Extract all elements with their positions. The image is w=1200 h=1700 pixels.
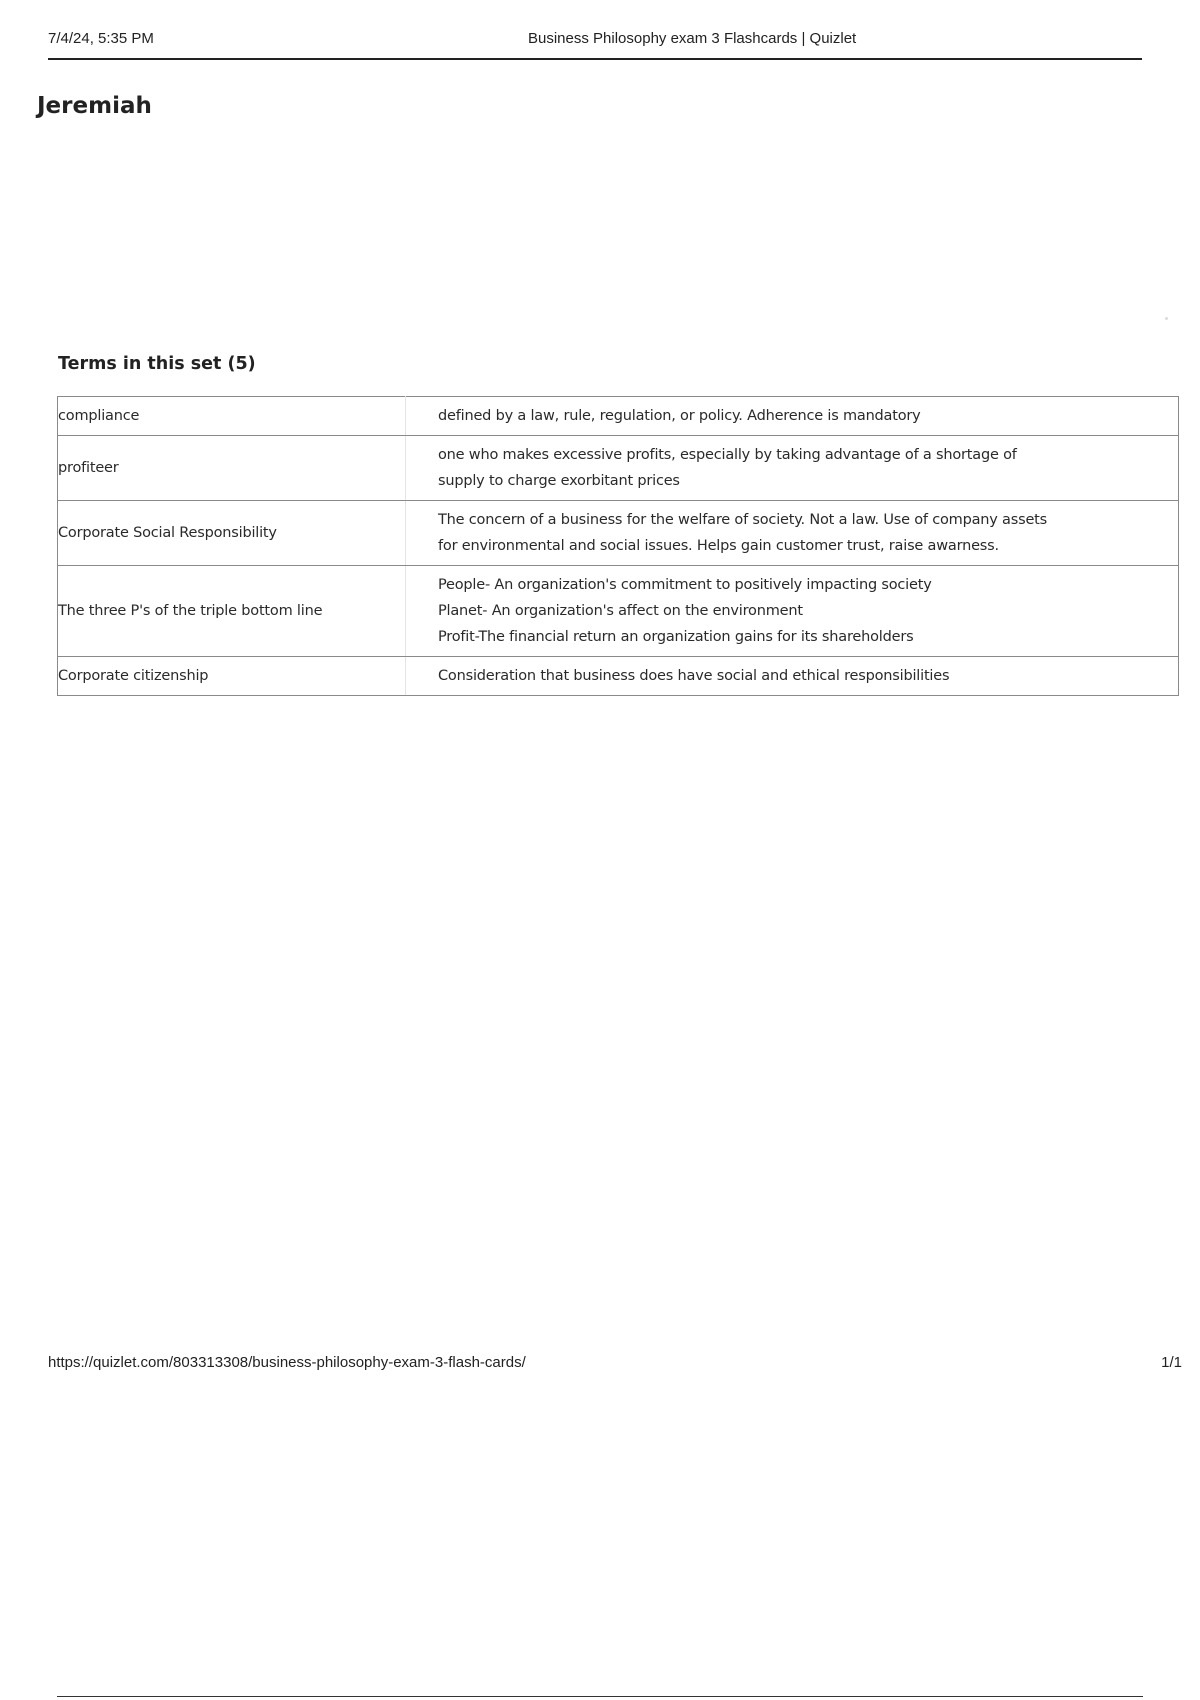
definition-line: defined by a law, rule, regulation, or policy. Adherence is mandatory — [438, 408, 921, 424]
definition-cell — [406, 397, 1179, 436]
definition-line: The concern of a business for the welfare of society. Not a law. Use of company assets — [438, 512, 1048, 528]
definition-line: one who makes excessive profits, especially by taking advantage of a shortage of — [438, 447, 1017, 463]
definition-cell — [406, 566, 1179, 657]
table-row — [58, 436, 1179, 501]
table-row — [58, 397, 1179, 436]
definition-line: Planet- An organization's affect on the environment — [438, 603, 803, 619]
definition-line: Profit-The financial return an organization gains for its shareholders — [438, 629, 914, 645]
print-datetime: 7/4/24, 5:35 PM — [48, 30, 154, 47]
term-cell: The three P's of the triple bottom line — [58, 566, 406, 657]
print-header — [48, 28, 1142, 60]
table-row — [58, 657, 1179, 696]
definition-line: People- An organization's commitment to positively impacting society — [438, 577, 932, 593]
definition-line: for environmental and social issues. Helps gain customer trust, raise awarness. — [438, 538, 999, 554]
set-owner-name: Jeremiah — [37, 93, 152, 119]
terms-table — [57, 396, 1179, 696]
definition-line: supply to charge exorbitant prices — [438, 473, 680, 489]
definition-cell — [406, 436, 1179, 501]
table-row — [58, 566, 1179, 657]
decorative-dot — [1165, 317, 1168, 320]
definition-line: Consideration that business does have social and ethical responsibilities — [438, 668, 950, 684]
print-page-title: Business Philosophy exam 3 Flashcards | Quizlet — [528, 30, 857, 47]
definition-cell — [406, 657, 1179, 696]
page-url: https://quizlet.com/803313308/business-philosophy-exam-3-flash-cards/ — [48, 1354, 526, 1371]
terms-heading: Terms in this set (5) — [58, 354, 256, 374]
term-cell: Corporate citizenship — [58, 657, 406, 696]
definition-cell — [406, 501, 1179, 566]
page-number: 1/1 — [1161, 1354, 1182, 1371]
bottom-divider — [57, 1696, 1143, 1697]
term-cell: profiteer — [58, 436, 406, 501]
term-cell: Corporate Social Responsibility — [58, 501, 406, 566]
table-row — [58, 501, 1179, 566]
term-cell: compliance — [58, 397, 406, 436]
